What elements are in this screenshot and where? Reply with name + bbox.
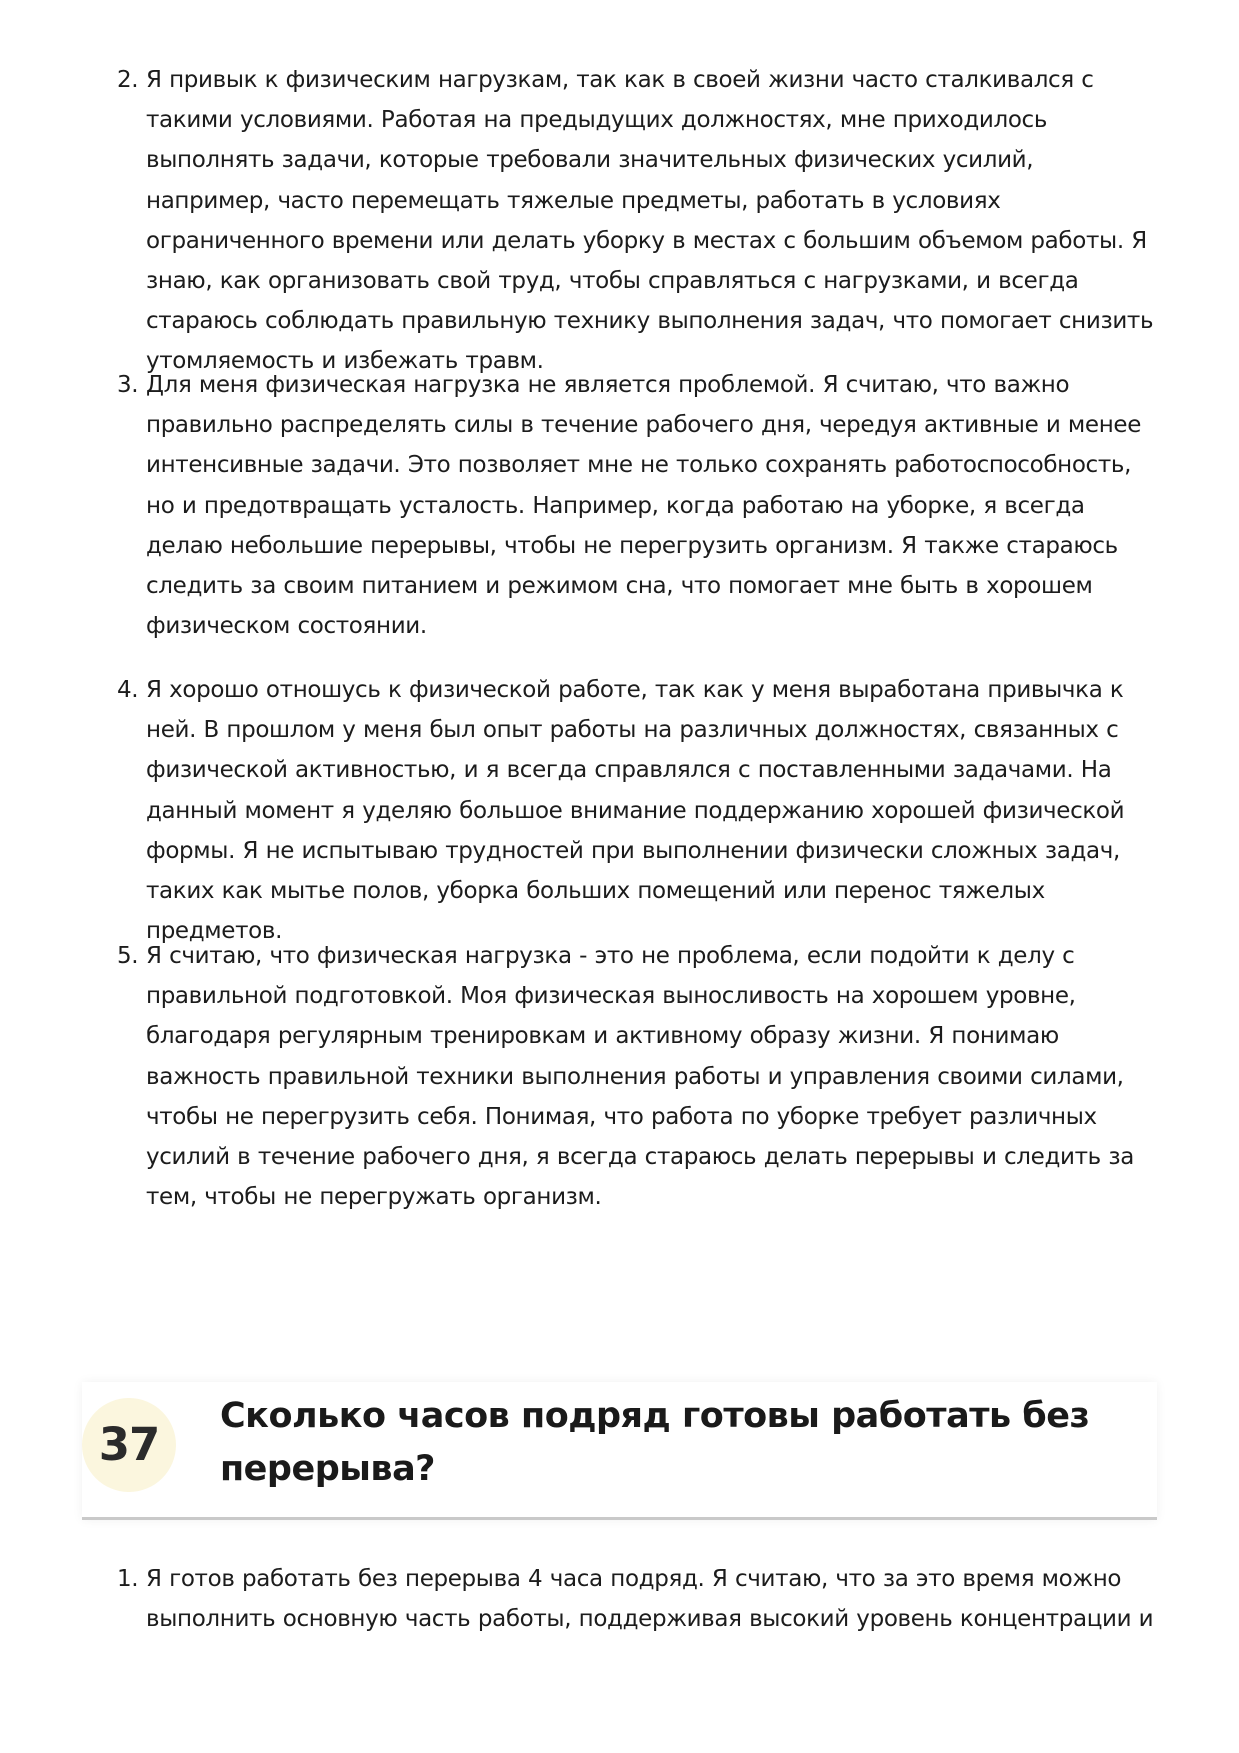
answer-number: 2. (117, 67, 139, 93)
answer-number: 5. (117, 943, 139, 969)
question-header (82, 1382, 1157, 1520)
answer-text: Для меня физическая нагрузка не является проблемой. Я считаю, что важно правильно распределять силы в течение рабочего дня, чередуя активные и менее интенсивные задачи. Это позволяет мне не только сохранять работоспособность, но и предотвращать усталость. Например, когда работаю на уборке, я всегда делаю небольшие перерывы, чтобы не перегрузить организм. Я также стараюсь следить за своим питанием и режимом сна, что помогает мне быть в хорошем физическом состоянии. (146, 372, 1142, 640)
answer-item (117, 670, 1162, 951)
answer-number: 3. (117, 372, 139, 398)
question-number-badge: 37 (82, 1398, 176, 1492)
answer-item (117, 936, 1162, 1217)
question-title: Сколько часов подряд готовы работать без перерыва? (220, 1396, 1090, 1489)
answer-text: Я готов работать без перерыва 4 часа подряд. Я считаю, что за это время можно выполнить основную часть работы, поддерживая высокий уровень концентрации и (146, 1566, 1154, 1633)
answer-text: Я считаю, что физическая нагрузка - это не проблема, если подойти к делу с правильной подготовкой. Моя физическая выносливость на хорошем уровне, благодаря регулярным тренировкам и активному образу жизни. Я понимаю важность правильной техники выполнения работы и управления своими силами, чтобы не перегрузить себя. Понимая, что работа по уборке требует различных усилий в течение рабочего дня, я всегда стараюсь делать перерывы и следить за тем, чтобы не перегружать организм. (146, 943, 1134, 1211)
answer-item (117, 60, 1162, 382)
answer-item (117, 1559, 1162, 1639)
answer-number: 1. (117, 1566, 139, 1592)
answer-text: Я хорошо отношусь к физической работе, так как у меня выработана привычка к ней. В прошлом у меня был опыт работы на различных должностях, связанных с физической активностью, и я всегда справлялся с поставленными задачами. На данный момент я уделяю большое внимание поддержанию хорошей физической формы. Я не испытываю трудностей при выполнении физически сложных задач, таких как мытье полов, уборка больших помещений или перенос тяжелых предметов. (146, 677, 1125, 945)
answer-item (117, 365, 1162, 646)
answer-number: 4. (117, 677, 139, 703)
answer-text: Я привык к физическим нагрузкам, так как в своей жизни часто сталкивался с такими условиями. Работая на предыдущих должностях, мне приходилось выполнять задачи, которые требовали значительных физических усилий, например, часто перемещать тяжелые предметы, работать в условиях ограниченного времени или делать уборку в местах с большим объемом работы. Я знаю, как организовать свой труд, чтобы справляться с нагрузками, и всегда стараюсь соблюдать правильную технику выполнения задач, что помогает снизить утомляемость и избежать травм. (146, 67, 1154, 375)
